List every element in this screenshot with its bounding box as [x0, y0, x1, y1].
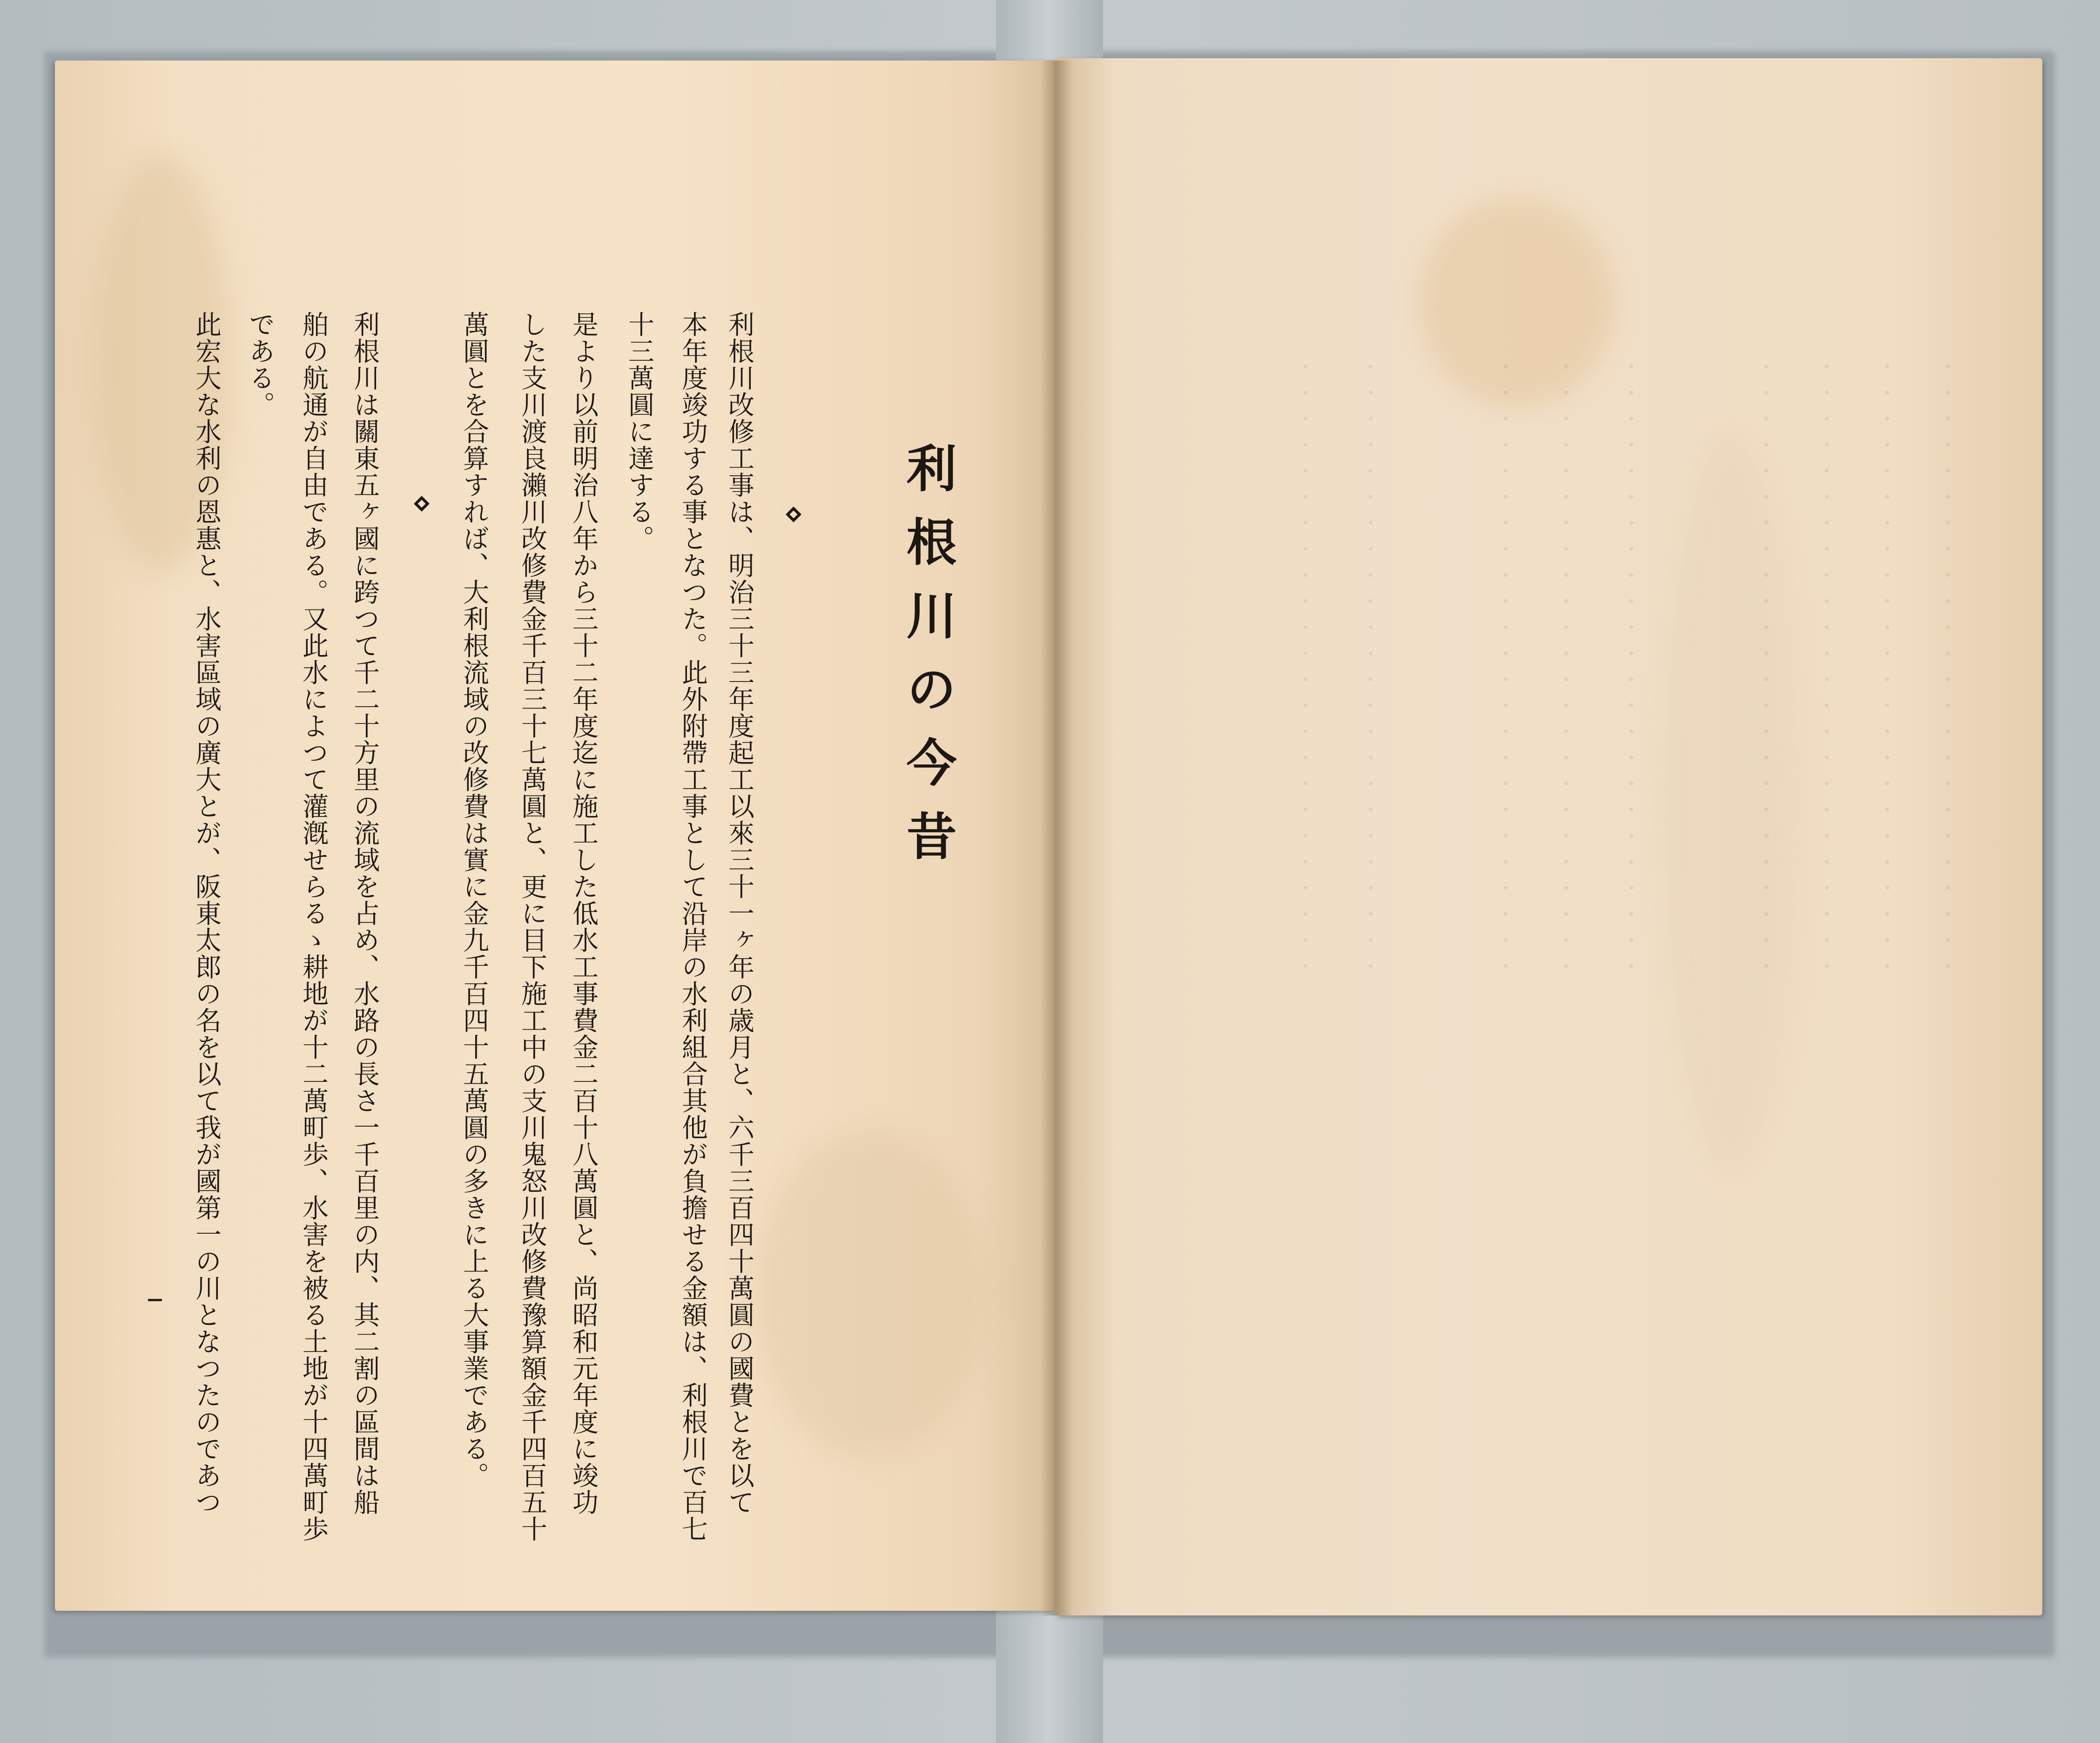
- show-through-text: ・・・・・・・・・・・・・・・・・・・・・・・・: [1752, 356, 1776, 982]
- show-through-text: ・・・・・・・・・・・・・・・・・・・・・・・・: [1617, 356, 1641, 982]
- right-page: [1056, 58, 2042, 1615]
- body-column: 此宏大な水利の恩惠と、水害區域の廣大とが、阪東太郎の名を以て我が國第一の川となつたのであつ: [191, 311, 222, 1516]
- body-column: 利根川改修工事は、明治三十三年度起工以來三十一ヶ年の歳月と、六千三百四十萬圓の國費とを以て: [724, 311, 754, 1516]
- paper-stain: [1661, 431, 1800, 1176]
- show-through-text: ・・・・・・・・・・・・・・・・・・・・・・・・: [1934, 356, 1958, 982]
- body-column: である。: [245, 311, 275, 418]
- paper-stain: [753, 1131, 986, 1457]
- page-gutter: [1040, 61, 1073, 1615]
- body-column: 舶の航通が自由である。又此水によつて灌漑せらるゝ耕地が十二萬町歩、水害を被る土地が十四萬町歩: [298, 311, 329, 1542]
- body-column: 本年度竣功する事となつた。此外附帶工事として沿岸の水利組合其他が負擔せる金額は、利根川で百七: [678, 311, 708, 1542]
- body-column: 利根川は關東五ヶ國に跨つて千二十方里の流域を占め、水路の長さ一千百里の内、其二割の區間は船: [350, 311, 380, 1516]
- body-column: 是より以前明治八年から三十二年度迄に施工した低水工事費金二百十八萬圓と、尚昭和元年度に竣功: [568, 311, 599, 1516]
- body-column: 萬圓とを合算すれば、大利根流域の改修費は實に金九千百四十五萬圓の多きに上る大事業である。: [459, 311, 489, 1489]
- show-through-text: ・・・・・・・・・・・・・・・・・・・・・・・・: [1492, 356, 1515, 982]
- show-through-text: ・・・・・・・・・・・・・・・・・・・・・・・・: [1292, 356, 1315, 982]
- body-column: 十三萬圓に達する。: [624, 311, 654, 552]
- show-through-text: ・・・・・・・・・・・・・・・・・・・・・・・・: [1552, 356, 1576, 982]
- body-column: した支川渡良瀨川改修費金千百三十七萬圓と、更に目下施工中の支川鬼怒川改修費豫算額金千四百五十: [517, 311, 547, 1542]
- show-through-text: ・・・・・・・・・・・・・・・・・・・・・・・・: [1873, 356, 1897, 982]
- page-title: 利根川の今昔: [898, 442, 956, 884]
- show-through-text: ・・・・・・・・・・・・・・・・・・・・・・・・: [1813, 356, 1837, 982]
- show-through-text: ・・・・・・・・・・・・・・・・・・・・・・・・: [1357, 356, 1380, 982]
- page-number: [148, 1299, 162, 1301]
